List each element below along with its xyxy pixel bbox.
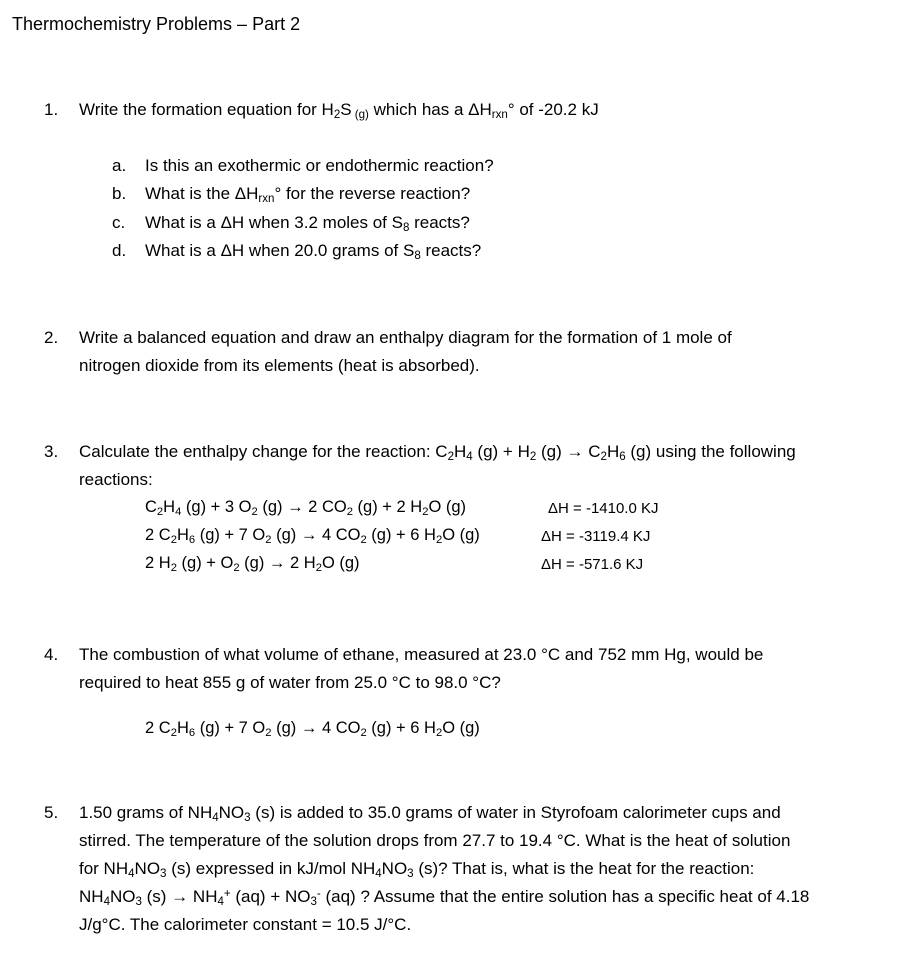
question-number: 3. — [44, 442, 59, 461]
reaction-1-enthalpy: ΔH = -1410.0 KJ — [548, 500, 659, 517]
question-text-line-2: reactions: — [79, 470, 153, 489]
item-label: d. — [112, 241, 127, 260]
question-3 — [0, 438, 904, 494]
reaction-2-equation: 2 $C_2H_6$ (g) + 7 $O_2$ (g) → 4 $CO_2$ (g) + 6 $H_2O$ (g) — [145, 526, 480, 546]
page-title: Thermochemistry Problems – Part 2 — [12, 14, 301, 34]
question-text-line-2: required to heat 855 g of water from 25.0 °C to 98.0 °C? — [79, 673, 501, 692]
combustion-equation: 2 $C_2H_6$ (g) + 7 $O_2$ (g) → 4 $CO_2$ (g) + 6 $H_2O$ (g) — [145, 719, 480, 739]
reaction-3-enthalpy: ΔH = -571.6 KJ — [541, 556, 644, 573]
question-text-line-1: Calculate the enthalpy change for the reaction: $C_2H_4$ $(g) + H_2$ $(g) \to C_2H_6$ (g) using the following — [79, 442, 796, 463]
reaction-3-equation: 2 $H_2$ $(g) + O_2$ (g) → 2 $H_2O$ (g) — [145, 554, 360, 574]
question-number: 5. — [44, 803, 59, 822]
question-1 — [0, 96, 904, 124]
item-label: c. — [112, 213, 126, 232]
item-text: What is the $\Delta H_{rxn}^\circ$ for the reverse reaction? — [145, 184, 471, 205]
question-text-line-1: The combustion of what volume of ethane, measured at 23.0 °C and 752 mm Hg, would be — [79, 645, 764, 664]
question-4 — [0, 641, 904, 697]
item-text: Is this an exothermic or endothermic reaction? — [145, 156, 494, 175]
question-text-line-3: for $NH_4NO_3$ (s) expressed in kJ/mol $NH_4NO_3$ (s)? That is, what is the heat for the reaction: — [79, 859, 755, 880]
item-text: What is a ΔH when 20.0 grams of $S_8$ reacts? — [145, 241, 482, 262]
question-text-line-1: Write a balanced equation and draw an enthalpy diagram for the formation of 1 mole of — [79, 328, 732, 347]
reaction-1-equation: $C_2H_4$ (g) + 3 $O_2$ (g) → 2 $CO_2$ (g) + 2 $H_2O$ (g) — [145, 498, 467, 518]
question-number: 4. — [44, 645, 59, 664]
item-text: What is a ΔH when 3.2 moles of $S_8$ reacts? — [145, 213, 470, 234]
question-text-line-2: stirred. The temperature of the solution drops from 27.7 to 19.4 °C. What is the heat of solution — [79, 831, 791, 850]
item-label: a. — [112, 156, 127, 175]
question-number: 2. — [44, 328, 59, 347]
question-2 — [0, 324, 904, 380]
item-label: b. — [112, 184, 127, 203]
question-text-line-4: $NH_4NO_3$ $(s) \to NH_4^+$ $(aq) + NO_3^-$ (aq) ? Assume that the entire solution has a specific heat of 4.18 — [79, 887, 810, 908]
question-number: 1. — [44, 100, 59, 119]
reaction-2-enthalpy: ΔH = -3119.4 KJ — [541, 528, 651, 545]
question-text-line-1: 1.50 grams of $NH_4NO_3$ (s) is added to 35.0 grams of water in Styrofoam calorimeter cups and — [79, 803, 781, 824]
question-5 — [0, 799, 904, 939]
question-text-line-5: J/g°C. The calorimeter constant = 10.5 J/°C. — [79, 915, 412, 934]
question-text-line-2: nitrogen dioxide from its elements (heat is absorbed). — [79, 356, 480, 375]
question-text: Write the formation equation for $H_2S$ $_{(g)}$ which has a $\Delta H_{rxn}^\circ$ of -20.2 kJ — [79, 100, 599, 121]
